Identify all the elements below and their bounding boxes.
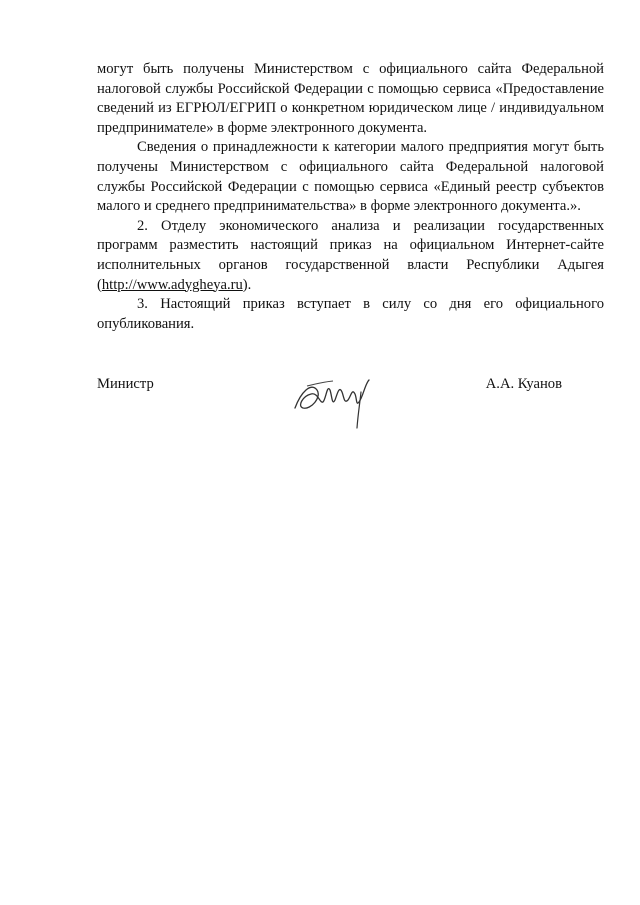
paragraph-publication-tail: ). — [242, 276, 252, 293]
signatory-title: Министр — [97, 376, 154, 392]
paragraph-publication-order — [97, 217, 604, 295]
paragraph-continuation: могут быть получены Министерством с официального сайта Федеральной налоговой службы Российской Федерации с помощью сервиса «Предоставление сведений из ЕГРЮЛ/ЕГРИП о конкретном юридическом лице / индивидуальном предпринимателе» в форме электронного документа. — [97, 61, 604, 136]
handwritten-signature — [287, 366, 387, 436]
paragraph-small-enterprise: Сведения о принадлежности к категории малого предприятия могут быть получены Министерством с официального сайта Федеральной налоговой службы Российской Федерации с помощью сервиса «Единый реестр субъектов малого и среднего предпринимательства» в форме электронного документа.». — [97, 139, 604, 215]
signature-block — [97, 376, 604, 456]
paragraph-effective-date: 3. Настоящий приказ вступает в силу со дня его официального опубликования. — [97, 296, 604, 332]
signatory-name: А.А. Куанов — [485, 376, 562, 392]
document-body — [97, 60, 604, 334]
paragraph-publication-text: 2. Отделу экономического анализа и реализации государственных программ разместить настоящий приказ на официальном Интернет-сайте исполнительных органов государственной власти Республики Адыгея ( — [97, 217, 604, 293]
website-link[interactable]: http://www.adygheya.ru — [101, 276, 243, 293]
